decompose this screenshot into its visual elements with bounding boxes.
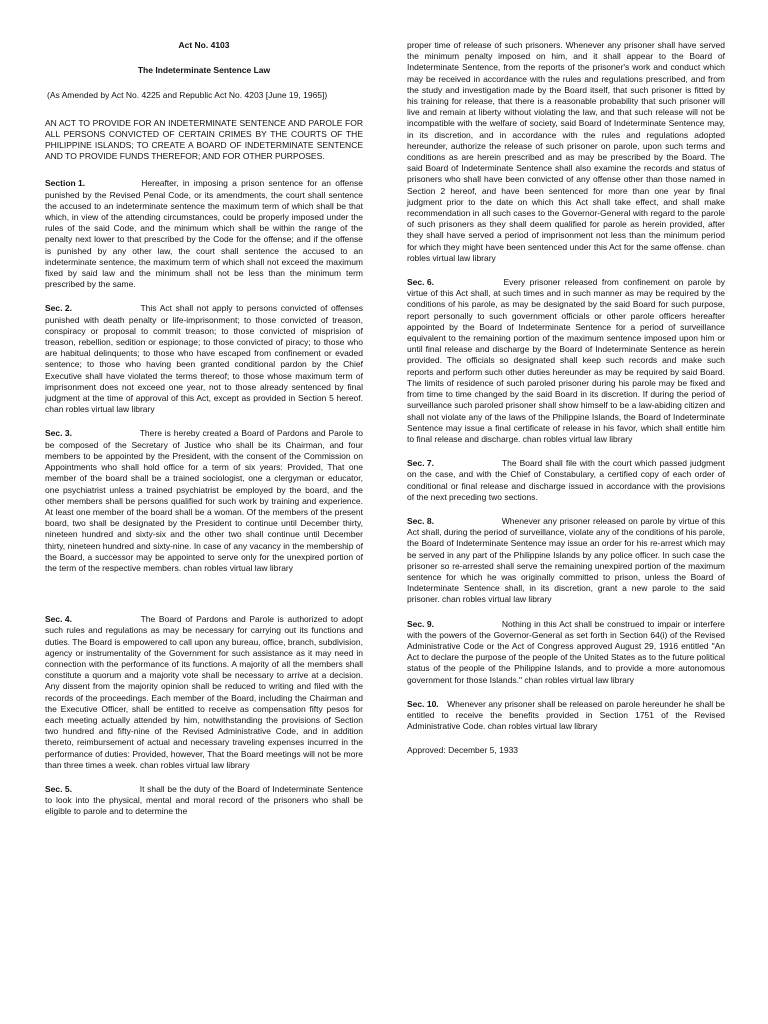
section-10 <box>407 699 725 733</box>
section-heading: Sec. 8. <box>407 515 434 526</box>
section-9 <box>407 619 725 686</box>
section-text: The Board of Pardons and Parole is authorized to adopt such rules and regulations as may be necessary for carrying out its functions and duties. The Board is empowered to call upon any bureau, office, branch, subdivision, agency or instrumentality of the Government for such assistance as it may need in connection with the performance of its functions. A majority of all the members shall constitute a quorum and a majority vote shall be necessary to arrive at a decision. Any dissent from the majority opinion shall be reduced to writing and filed with the records of the proceedings. Each member of the Board, including the Chairman and the Executive Officer, shall be entitled to receive as compensation fifty pesos for each meeting actually attended by him, notwithstanding the provisions of Section two hundred and fifty-nine of the Revised Administrative Code, and in addition thereto, reimbursement of actual and necessary traveling expenses incurred in the performance of duties: Provided, however, That the Board meetings will not be more than three times a week. chan robles virtual law library <box>45 614 363 770</box>
section-text: It shall be the duty of the Board of Indeterminate Sentence to look into the physical, mental and moral record of the prisoners who shall be eligible to parole and to determine the <box>45 783 363 817</box>
section-text: Whenever any prisoner shall be released on parole hereunder he shall be entitled to receive the benefits provided in Section 1751 of the Revised Administrative Code. chan robles virtual law library <box>407 698 725 732</box>
section-text: There is hereby created a Board of Pardons and Parole to be composed of the Secretary of Justice who shall be its Chairman, and four members to be appointed by the President, with the consent of the Commission on Appointments who shall hold office for a term of six years: Provided, That one member of the board shall be a trained sociologist, one a clergyman or educator, one psychiatrist unless a trained psychiatrist be employed by the board, and the other members shall be persons qualified for such work by training and experience. At least one member of the board shall be a woman. Of the members of the present board, two shall be designated by the President to continue until December thirty, nineteen hundred and sixty-six and the other two shall continue until December thirty, nineteen hundred and sixty-nine. In case of any vacancy in the membership of the Board, a successor may be appointed to serve only for the unexpired portion of the term of the respective members. chan robles virtual law library <box>45 428 363 573</box>
section-heading: Sec. 9. <box>407 618 434 629</box>
section-text: Hereafter, in imposing a prison sentence for an offense punished by the Revised Penal Code, or its amendments, the court shall sentence the accused to an indeterminate sentence the maximum term of which shall be that which, in view of the attending circumstances, could be properly imposed under the rules of the said Code, and the minimum which shall be within the range of the penalty next lower to that prescribed by the Code for the offense; and if the offense is punished by any other law, the court shall sentence the accused to an indeterminate sentence, the maximum term of which shall not exceed the maximum fixed by said law and the minimum shall not be less than the minimum term prescribed by the same. <box>45 178 363 290</box>
section-text: Every prisoner released from confinement on parole by virtue of this Act shall, at such times and in such manner as may be required by the conditions of his parole, as may be designated by the said Board for such purpose, report personally to such government officials or other parole officers hereafter appointed by the Board of Indeterminate Sentence for a period of surveillance equivalent to the remaining portion of the maximum sentence imposed upon him or until final release and discharge by the Board of Indeterminate Sentence as herein provided. The officials so designated shall keep such records and make such reports and perform such other duties hereunder as may be required by said Board. The limits of residence of such paroled prisoner during his parole may be fixed and from time to time changed by the said Board in its discretion. If during the period of surveillance such paroled prisoner shall show himself to be a law-abiding citizen and shall not violate any of the laws of the Philippine Islands, the Board of Indeterminate Sentence may issue a final certificate of release in his favor, which shall entitle him to final release and discharge. chan robles virtual law library <box>407 277 725 444</box>
amendment-note: (As Amended by Act No. 4225 and Republic Act No. 4203 [June 19, 1965]) <box>47 90 328 101</box>
section-5 <box>45 784 363 818</box>
section-6 <box>407 277 725 445</box>
preamble: AN ACT TO PROVIDE FOR AN INDETERMINATE SENTENCE AND PAROLE FOR ALL PERSONS CONVICTED OF CERTAIN CRIMES BY THE COURTS OF THE PHILIPPINE ISLANDS; TO CREATE A BOARD OF INDETERMINATE SENTENCE AND TO PROVIDE FUNDS THEREFOR; AND FOR OTHER PURPOSES. <box>45 117 363 162</box>
approval-date: Approved: December 5, 1933 <box>407 745 519 756</box>
section-heading: Section 1. <box>45 178 86 189</box>
section-heading: Sec. 7. <box>407 458 434 469</box>
section-7 <box>407 458 725 503</box>
section-heading: Sec. 10. <box>407 698 439 709</box>
section-4 <box>45 614 363 771</box>
section-heading: Sec. 2. <box>45 303 72 314</box>
section-text: Whenever any prisoner released on parole by virtue of this Act shall, during the period of surveillance, violate any of the conditions of his parole, the Board of Indeterminate Sentence may issue an order for his re-arrest which may be served in any part of the Philippine Islands by any police officer. In such case the prisoner so re-arrested shall serve the remaining unexpired portion of the maximum sentence for which he was originally committed to prison, unless the Board of Indeterminate Sentence shall, in its discretion, grant a new parole to the said prisoner. chan robles virtual law library <box>407 515 725 605</box>
section-5-continued <box>407 40 725 264</box>
section-heading: Sec. 4. <box>45 614 72 625</box>
section-2 <box>45 303 363 415</box>
section-heading: Sec. 5. <box>45 783 72 794</box>
document-title: Act No. 4103 <box>178 40 230 50</box>
section-8 <box>407 516 725 606</box>
left-column <box>45 40 363 831</box>
section-1 <box>45 178 363 290</box>
section-text: proper time of release of such prisoners. Whenever any prisoner shall have served the minimum penalty imposed on him, and it shall appear to the Board of Indeterminate Sentence, from the reports of the prisoner's work and conduct which may be received in accordance with the rules and regulations prescribed, and from the study and investigation made by the Board itself, that such prisoner is fitted by his training for release, that there is a reasonable probability that such prisoner will live and remain at liberty without violating the law, and that such release will not be incompatible with the welfare of society, said Board of Indeterminate Sentence may, in its discretion, and in accordance with the rules and regulations adopted hereunder, authorize the release of such prisoner on parole, upon such terms and conditions as are herein prescribed and as may be prescribed by the Board. The said Board of Indeterminate Sentence shall also examine the records and status of prisoners who shall have been convicted of any offense other than those named in Section 2 hereof, and have been sentenced for more than one year by final judgment prior to the date on which this Act shall take effect, and shall make recommendation in all such cases to the Governor-General with regard to the parole of such prisoners as they shall deem qualified for parole as herein provided, after they shall have served a period of imprisonment not less than the minimum period for which they might have been sentenced under this Act for the same offense. chan robles virtual law library <box>407 40 725 263</box>
section-heading: Sec. 3. <box>45 428 72 439</box>
section-text: The Board shall file with the court which passed judgment on the case, and with the Chief of Constabulary, a certified copy of each order of conditional or final release and discharge issued in accordance with the provisions of the next preceding two sections. <box>407 458 725 502</box>
section-3 <box>45 428 363 574</box>
right-column <box>407 40 725 757</box>
document-subtitle: The Indeterminate Sentence Law <box>137 65 271 76</box>
section-heading: Sec. 6. <box>407 277 434 288</box>
section-text: Nothing in this Act shall be construed to impair or interfere with the powers of the Governor-General as set forth in Section 64(i) of the Revised Administrative Code or the Act of Congress approved August 29, 1916 entitled "An Act to declare the purpose of the people of the United States as to the future political status of the people of the Philippine Islands, and to provide a more autonomous government for those Islands." chan robles virtual law library <box>407 618 725 685</box>
section-text: This Act shall not apply to persons convicted of offenses punished with death penalty or life-imprisonment; to those convicted of treason, conspiracy or proposal to commit treason; to those convicted of misprision of treason, rebellion, sedition or espionage; to those convicted of piracy; to those who are habitual delinquents; to those who have escaped from confinement or evaded sentence; to those who having been granted conditional pardon by the Chief Executive shall have violated the terms thereof; to those whose maximum term of imprisonment does not exceed one year, not to those already sentenced by final judgment at the time of approval of this Act, except as provided in Section 5 hereof. chan robles virtual law library <box>45 303 363 415</box>
